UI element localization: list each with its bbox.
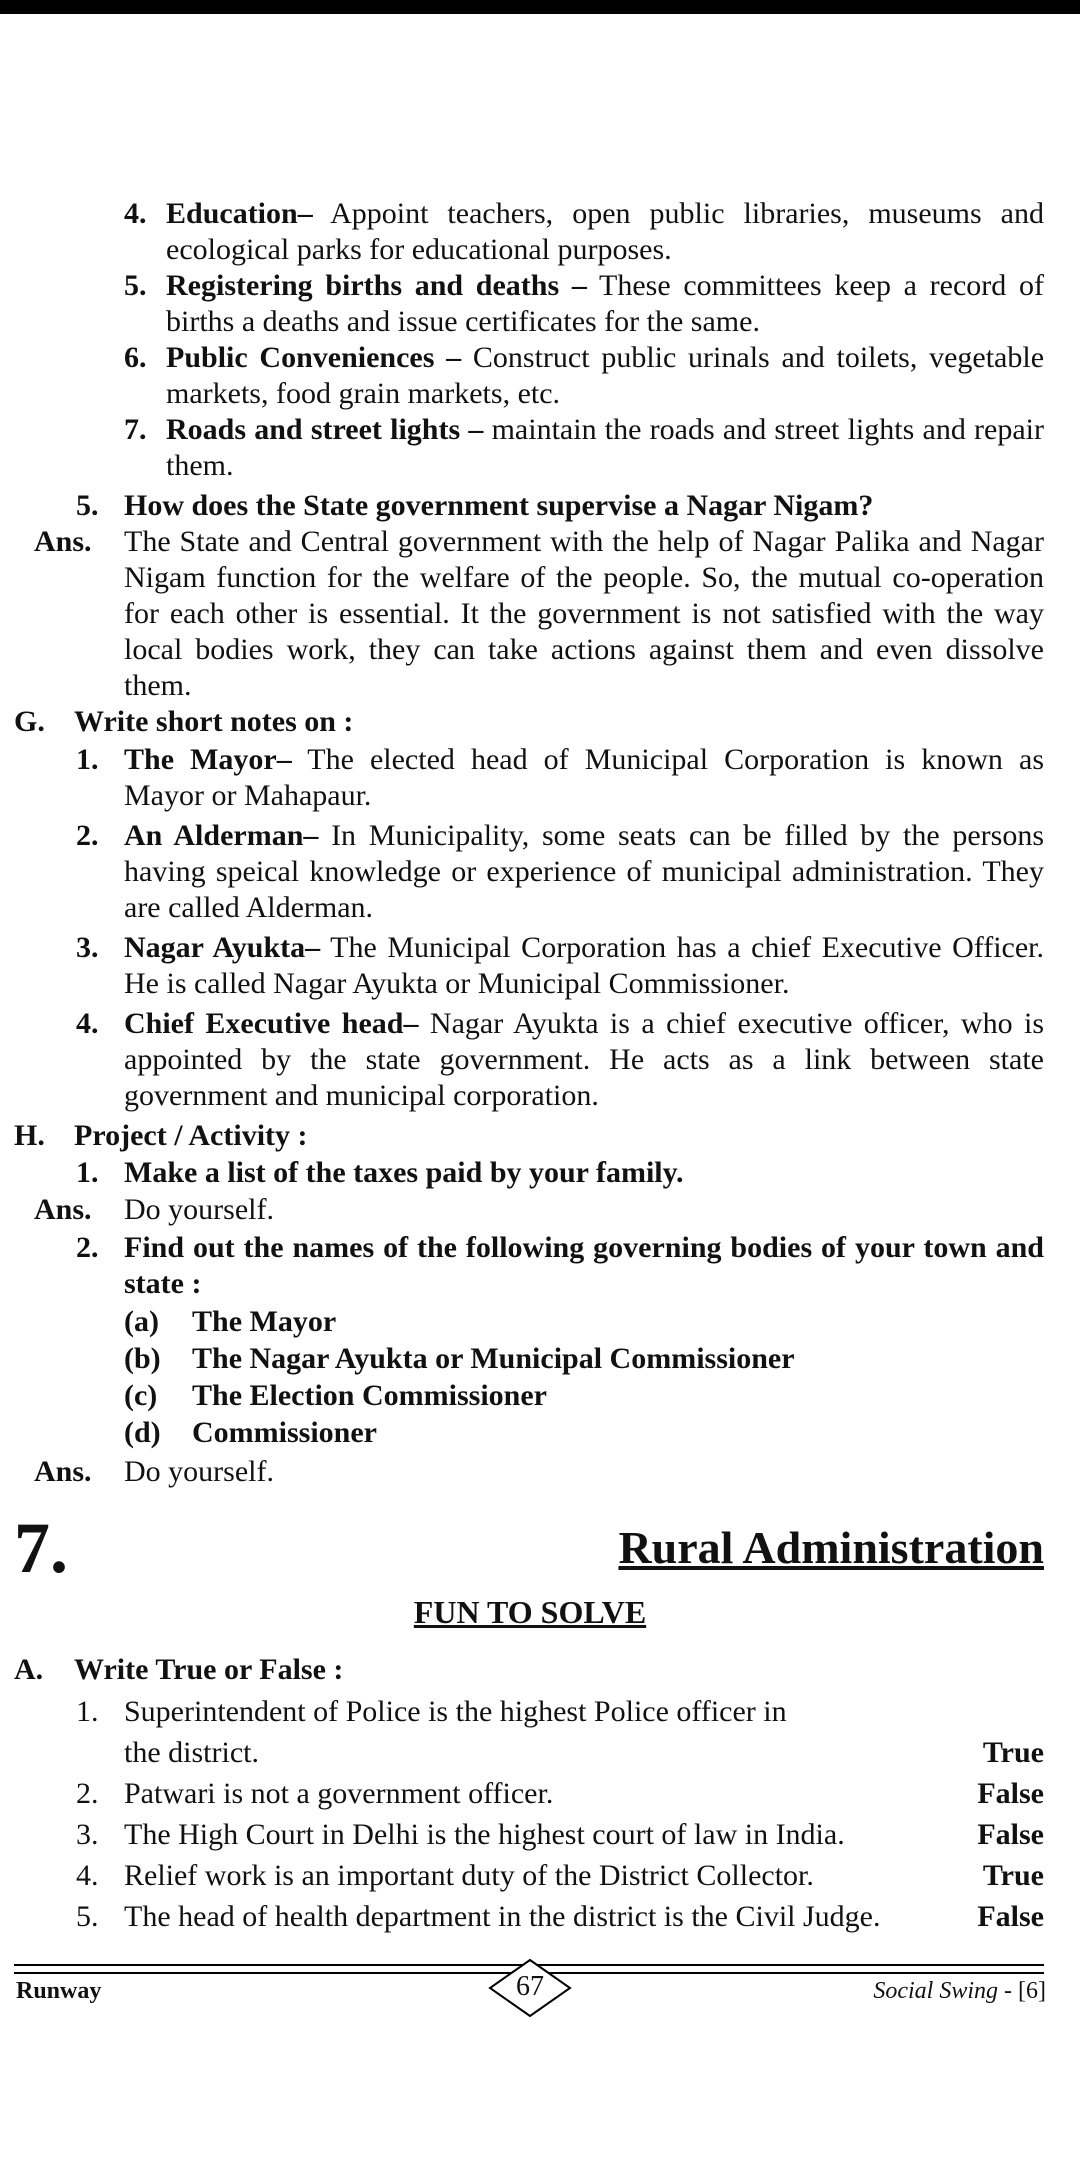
answer-text: The State and Central government with the help of Nagar Palika and Nagar Nigam function for the welfare of the people. So, the mutual co-operation for each other is essential. It the government is not satisfied with the way local bodies work, they can take actions against them and even dissolve them.: [124, 525, 1044, 702]
item-text: Nagar Ayukta is a chief executive officer, who is appointed by the state government. He acts as a link between state government and municipal corporation.: [124, 1007, 1045, 1112]
item-term: Education–: [166, 197, 313, 230]
row-answer: True: [982, 1736, 1044, 1769]
item-term: Nagar Ayukta–: [124, 931, 321, 964]
row-statement: Superintendent of Police is the highest Police officer in: [124, 1695, 787, 1728]
item-number: 7.: [124, 413, 147, 446]
page-number: 67: [516, 1971, 544, 2002]
function-education: [166, 196, 1044, 268]
section-letter: H.: [14, 1119, 45, 1152]
page-number-badge: [488, 1958, 572, 2018]
note-alderman: [124, 818, 1044, 926]
question-number: 2.: [76, 1231, 99, 1264]
question-number: 5.: [76, 489, 99, 522]
section-heading: Write short notes on :: [74, 705, 354, 738]
row-statement: Relief work is an important duty of the District Collector.: [124, 1859, 814, 1892]
item-number: 1.: [76, 743, 99, 776]
question-number: 1.: [76, 1156, 99, 1189]
item-text: Appoint teachers, open public libraries, museums and ecological parks for educational purposes.: [166, 197, 1044, 266]
footer-book-title: [873, 1978, 1046, 2005]
row-statement: The High Court in Delhi is the highest court of law in India.: [124, 1818, 845, 1851]
answer-label: Ans.: [34, 1193, 92, 1226]
section-letter: G.: [14, 705, 45, 738]
book-title: Social Swing: [873, 1978, 999, 2004]
chapter-number: 7.: [14, 1508, 68, 1588]
row-number: 2.: [76, 1777, 99, 1810]
row-number: 1.: [76, 1695, 99, 1728]
item-text: Construct public urinals and toilets, vegetable markets, food grain markets, etc.: [166, 341, 1045, 410]
answer-label: Ans.: [34, 525, 92, 558]
fun-to-solve-heading: FUN TO SOLVE: [413, 1594, 647, 1630]
function-registering-births: [166, 268, 1044, 340]
top-bar: [0, 0, 1080, 14]
item-term: Chief Executive head–: [124, 1007, 419, 1040]
item-number: 4.: [76, 1007, 99, 1040]
item-number: 3.: [76, 931, 99, 964]
item-term: Registering births and deaths –: [166, 269, 587, 302]
answer-label: Ans.: [34, 1455, 92, 1488]
function-roads-street-lights: [166, 412, 1044, 484]
note-chief-executive: [124, 1006, 1044, 1114]
answer-text: Do yourself.: [124, 1455, 274, 1488]
row-answer: False: [977, 1900, 1044, 1933]
sub-text: The Election Commissioner: [192, 1379, 547, 1412]
row-number: 5.: [76, 1900, 99, 1933]
footer-publisher: Runway: [16, 1978, 102, 2004]
item-term: Roads and street lights –: [166, 413, 484, 446]
sub-label: (b): [124, 1342, 161, 1375]
sub-label: (d): [124, 1416, 161, 1449]
note-nagar-ayukta: [124, 930, 1044, 1002]
row-statement: the district.: [124, 1736, 259, 1769]
item-term: The Mayor–: [124, 743, 292, 776]
note-mayor: [124, 742, 1044, 814]
sub-text: Commissioner: [192, 1416, 377, 1449]
item-number: 2.: [76, 819, 99, 852]
item-text: maintain the roads and street lights and repair them.: [166, 413, 1044, 482]
sub-label: (a): [124, 1305, 159, 1338]
section-heading: Project / Activity :: [74, 1119, 308, 1152]
function-public-conveniences: [166, 340, 1044, 412]
row-statement: The head of health department in the district is the Civil Judge.: [124, 1900, 881, 1933]
row-number: 4.: [76, 1859, 99, 1892]
item-text: In Municipality, some seats can be filled by the persons having speical knowledge or experience of municipal administration. They are called Alderman.: [124, 819, 1044, 924]
row-statement: Patwari is not a government officer.: [124, 1777, 554, 1810]
section-heading: Write True or False :: [74, 1653, 344, 1686]
chapter-title: Rural Administration: [618, 1522, 1044, 1573]
row-answer: False: [977, 1818, 1044, 1851]
sub-text: The Nagar Ayukta or Municipal Commissioner: [192, 1342, 795, 1375]
item-term: An Alderman–: [124, 819, 319, 852]
item-text: The elected head of Municipal Corporation is known as Mayor or Mahapaur.: [124, 743, 1044, 812]
item-term: Public Conveniences –: [166, 341, 462, 374]
item-text: These committees keep a record of births a deaths and issue certificates for the same.: [166, 269, 1044, 338]
item-number: 6.: [124, 341, 147, 374]
question-text: Make a list of the taxes paid by your family.: [124, 1156, 684, 1189]
item-text: The Municipal Corporation has a chief Executive Officer. He is called Nagar Ayukta or Municipal Commissioner.: [124, 931, 1044, 1000]
book-volume: - [6]: [998, 1978, 1046, 2004]
answer-text: Do yourself.: [124, 1193, 274, 1226]
row-number: 3.: [76, 1818, 99, 1851]
sub-text: The Mayor: [192, 1305, 337, 1338]
question-text: Find out the names of the following governing bodies of your town and state :: [124, 1231, 1044, 1300]
section-letter: A.: [14, 1653, 44, 1686]
item-number: 5.: [124, 269, 147, 302]
sub-label: (c): [124, 1379, 158, 1412]
question-text: How does the State government supervise a Nagar Nigam?: [124, 489, 874, 522]
row-answer: True: [982, 1859, 1044, 1892]
item-number: 4.: [124, 197, 147, 230]
row-answer: False: [977, 1777, 1044, 1810]
